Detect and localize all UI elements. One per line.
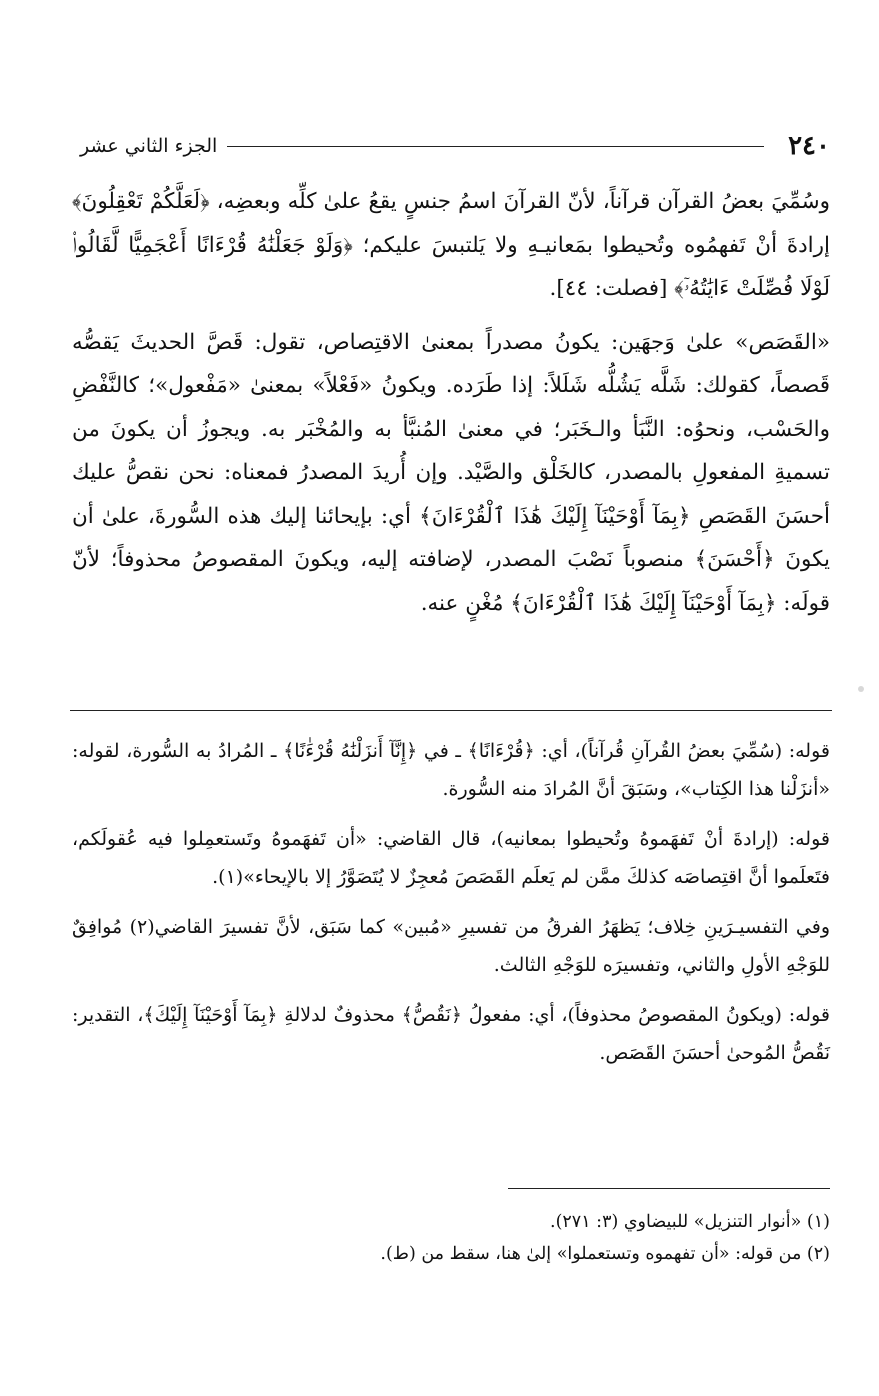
main-divider [70,710,832,711]
commentary-paragraph: قوله: (سُمِّيَ بعضُ القُرآنِ قُرآناً)، أي: ﴿قُرْءَانًا﴾ ـ في ﴿إِنَّآ أَنزَلْنَٰهُ قُرْءَٰنًا﴾ ـ المُرادُ به السُّورة، لقوله: «أنزَلْنا هذا الكِتاب»، وسَبَقَ أنَّ المُرادَ منه السُّورة. [72,740,830,800]
main-text [72,180,830,625]
footnotes [72,1206,830,1270]
page-number: ٢٤٠ [788,131,830,161]
main-paragraph: «القَصَص» علىٰ وَجهَين: يكونُ مصدراً بمعنىٰ الاقتِصاص، تقول: قَصَّ الحديثَ يَقصُّه قَصصاً، كقولك: شَلَّه يَشُلُّه شَلَلاً: إذا طَرَده. ويكونُ «فَعْلاً» بمعنىٰ «مَفْعول»؛ كالنَّفْضِ والحَسْب، ونحوُه: النَّبَأ والـخَبَر؛ في معنىٰ المُنبَّأ به والمُخْبَر به. ويجوزُ أن يكونَ من تسميةِ المفعولِ بالمصدر، كالخَلْق والصَّيْد. وإن أُريدَ المصدرُ فمعناه: نحن نقصُّ عليك أحسَنَ القَصَصِ ﴿بِمَآ أَوْحَيْنَآ إِلَيْكَ هَٰذَا ٱلْقُرْءَانَ﴾ أي: بإيحائنا إليك هذه السُّورةَ، علىٰ أن يكونَ ﴿أَحْسَنَ﴾ منصوباً نَصْبَ المصدر، لإضافته إليه، ويكونَ المقصوصُ محذوفاً؛ لأنّ قولَه: ﴿بِمَآ أَوْحَيْنَآ إِلَيْكَ هَٰذَا ٱلْقُرْءَانَ﴾ مُغْنٍ عنه. [72,329,830,616]
footnote: (٢) من قوله: «أن تفهموه وتستعملوا» إلىٰ هنا، سقط من (ط). [380,1244,830,1264]
footnote: (١) «أنوار التنزيل» للبيضاوي (٣: ٢٧١). [550,1212,830,1232]
commentary-paragraph: قوله: (إرادةَ أنْ تَفهَموهُ وتُحيطوا بمعانيه)، قال القاضي: «أن تَفهَموهُ وتَستعمِلوا فيه عُقولَكم، فتَعلَموا أنَّ اقتِصاصَه كذلكَ ممَّن لم يَعلَم القَصَصَ مُعجِزٌ لا يُتَصَوَّرُ إلا بالإيحاء»(١). [72,828,830,888]
running-title: الجزء الثاني عشر [80,135,218,157]
page-header [80,126,830,166]
commentary-paragraph: قوله: (ويكونُ المقصوصُ محذوفاً)، أي: مفعولُ ﴿نَقُصُّ﴾ محذوفٌ لدلالةِ ﴿بِمَآ أَوْحَيْنَآ إِلَيْكَ﴾، التقدير: نَقُصُّ المُوحىٰ أحسَنَ القَصَص. [72,1004,830,1064]
main-paragraph: وسُمِّيَ بعضُ القرآن قرآناً، لأنّ القرآنَ اسمُ جنسٍ يقعُ علىٰ كلِّه وبعضِه، ﴿لَعَلَّكُمْ تَعْقِلُونَ﴾ إرادةَ أنْ تَفهمُوه وتُحيطوا بمَعانيـهِ ولا يَلتبسَ عليكم؛ ﴿وَلَوْ جَعَلْنَٰهُ قُرْءَانًا أَعْجَمِيًّا لَّقَالُوا۟ لَوْلَا فُصِّلَتْ ءَايَٰتُهُۥٓ﴾ [فصلت: ٤٤]. [72,189,830,301]
margin-mark [858,686,864,692]
commentary-paragraph: وفي التفسيـرَينِ خِلاف؛ يَظهَرُ الفرقُ من تفسيرِ «مُبين» كما سَبَق، لأنَّ تفسيرَ القاضي(٢) مُوافِقٌ للوَجْهِ الأولِ والثاني، وتفسيرَه للوَجْهِ الثالث. [72,916,830,976]
footnote-rule [508,1188,830,1189]
commentary [72,732,830,1072]
header-rule [227,146,764,147]
